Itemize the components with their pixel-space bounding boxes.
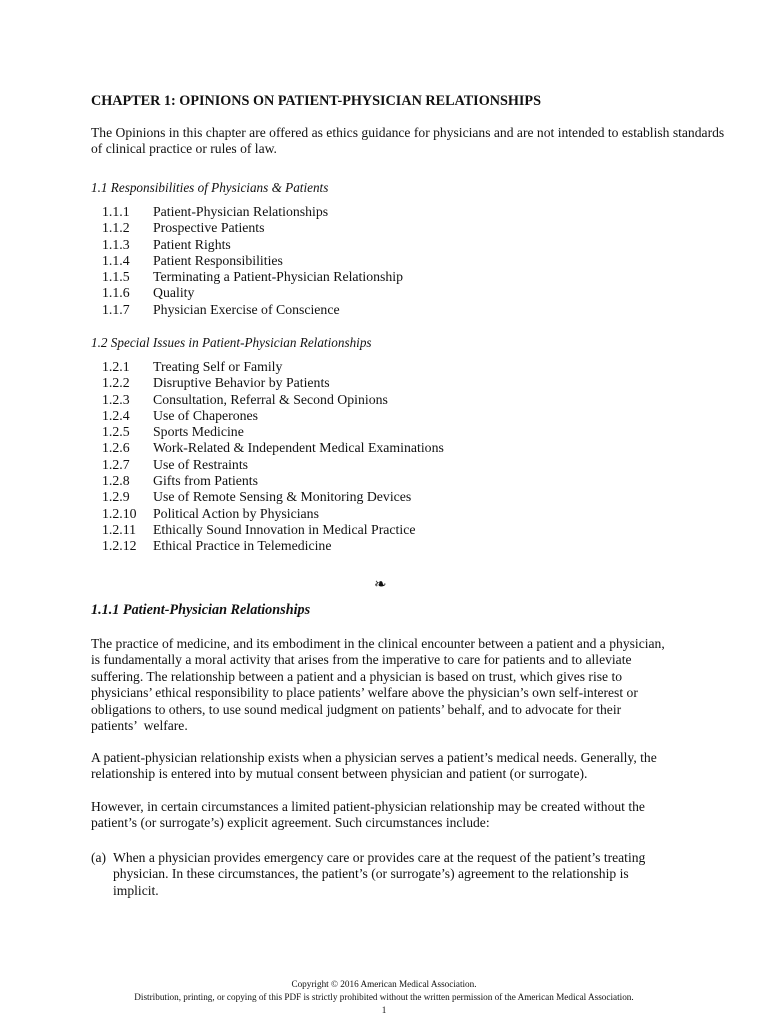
toc-item-number: 1.2.3 bbox=[102, 391, 130, 407]
intro-paragraph bbox=[91, 125, 725, 158]
toc-item[interactable] bbox=[102, 424, 444, 440]
body-line: physicians’ ethical responsibility to place patients’ welfare above the physician’s own self-interest or bbox=[91, 685, 638, 701]
toc-item[interactable] bbox=[102, 204, 403, 220]
body-line: However, in certain circumstances a limited patient-physician relationship may be created without the bbox=[91, 799, 645, 814]
toc-item-number: 1.2.12 bbox=[102, 538, 137, 554]
body-line: patients’ welfare. bbox=[91, 718, 188, 734]
toc-item-title: Patient Responsibilities bbox=[153, 252, 283, 268]
toc-item[interactable] bbox=[102, 473, 444, 489]
body-line: is fundamentally a moral activity that arises from the imperative to care for patients and to alleviate bbox=[91, 652, 632, 668]
toc-item-title: Work-Related & Independent Medical Examinations bbox=[153, 440, 444, 456]
toc-item-title: Political Action by Physicians bbox=[153, 505, 319, 521]
toc-item[interactable] bbox=[102, 302, 403, 318]
toc-item-number: 1.2.2 bbox=[102, 375, 130, 391]
toc-item-title: Terminating a Patient-Physician Relationship bbox=[153, 269, 404, 285]
body-paragraph bbox=[91, 636, 681, 734]
section-heading: 1.1 Responsibilities of Physicians & Patients bbox=[91, 180, 329, 195]
toc-item[interactable] bbox=[102, 375, 444, 391]
toc-item[interactable] bbox=[102, 359, 444, 375]
toc-item[interactable] bbox=[102, 506, 444, 522]
toc-list-section-1-2 bbox=[102, 359, 444, 555]
toc-item-number: 1.2.6 bbox=[102, 440, 130, 456]
toc-item-number: 1.2.1 bbox=[102, 359, 130, 374]
toc-item-title: Use of Remote Sensing & Monitoring Devices bbox=[153, 489, 412, 505]
toc-item-title: Treating Self or Family bbox=[153, 359, 283, 374]
toc-item[interactable] bbox=[102, 440, 444, 456]
toc-item-number: 1.2.8 bbox=[102, 473, 130, 489]
toc-item-title: Use of Restraints bbox=[153, 456, 249, 472]
list-item-line: When a physician provides emergency care or provides care at the request of the patient’s treating bbox=[113, 850, 646, 865]
toc-item[interactable] bbox=[102, 237, 403, 253]
toc-item-number: 1.1.6 bbox=[102, 285, 130, 301]
toc-item-number: 1.2.11 bbox=[102, 521, 136, 537]
toc-item-number: 1.2.10 bbox=[102, 505, 137, 521]
section-heading: 1.2 Special Issues in Patient-Physician Relationships bbox=[91, 335, 372, 350]
list-item-marker: (a) bbox=[91, 850, 107, 865]
body-line: patient’s (or surrogate’s) explicit agreement. Such circumstances include: bbox=[91, 815, 490, 831]
toc-item-title: Ethically Sound Innovation in Medical Practice bbox=[153, 521, 416, 537]
list-item-text bbox=[113, 850, 673, 899]
toc-item-title: Physician Exercise of Conscience bbox=[153, 301, 340, 317]
toc-list-section-1-1 bbox=[102, 204, 403, 318]
toc-item-title: Disruptive Behavior by Patients bbox=[153, 375, 330, 391]
toc-item-number: 1.1.1 bbox=[102, 204, 130, 219]
list-item-line: implicit. bbox=[113, 882, 159, 898]
body-line: relationship is entered into by mutual consent between physician and patient (or surrogate). bbox=[91, 766, 588, 782]
toc-item[interactable] bbox=[102, 220, 403, 236]
body-line: suffering. The relationship between a patient and a physician is based on trust, which gives rise to bbox=[91, 668, 623, 684]
chapter-title: CHAPTER 1: OPINIONS ON PATIENT-PHYSICIAN RELATIONSHIPS bbox=[91, 93, 541, 109]
toc-item-title: Patient Rights bbox=[153, 236, 231, 252]
toc-item-number: 1.2.9 bbox=[102, 489, 130, 505]
toc-item[interactable] bbox=[102, 538, 444, 554]
body-paragraph bbox=[91, 750, 681, 783]
body-line: The practice of medicine, and its embodiment in the clinical encounter between a patient and a physician, bbox=[91, 636, 665, 651]
toc-item[interactable] bbox=[102, 457, 444, 473]
toc-item-title: Gifts from Patients bbox=[153, 473, 258, 489]
toc-item-title: Quality bbox=[153, 285, 195, 301]
toc-item-title: Sports Medicine bbox=[153, 424, 244, 440]
opinion-title: 1.1.1 Patient-Physician Relationships bbox=[91, 602, 311, 618]
toc-item-number: 1.2.5 bbox=[102, 424, 130, 440]
toc-item[interactable] bbox=[102, 489, 444, 505]
toc-item-number: 1.2.7 bbox=[102, 456, 130, 472]
toc-item[interactable] bbox=[102, 253, 403, 269]
toc-item-number: 1.1.7 bbox=[102, 301, 130, 317]
toc-item-number: 1.1.2 bbox=[102, 220, 130, 236]
page-number: 1 bbox=[381, 1005, 387, 1015]
body-line: A patient-physician relationship exists when a physician serves a patient’s medical needs. Generally, the bbox=[91, 750, 657, 765]
intro-line: of clinical practice or rules of law. bbox=[91, 141, 277, 157]
toc-item[interactable] bbox=[102, 269, 403, 285]
toc-item[interactable] bbox=[102, 285, 403, 301]
toc-item-number: 1.1.5 bbox=[102, 269, 130, 285]
toc-item-number: 1.1.3 bbox=[102, 236, 130, 252]
toc-item-title: Prospective Patients bbox=[153, 220, 265, 236]
footer-notice: Distribution, printing, or copying of this PDF is strictly prohibited without the written permission of the American Medical Association. bbox=[134, 992, 634, 1002]
toc-item[interactable] bbox=[102, 392, 444, 408]
toc-item-title: Patient-Physician Relationships bbox=[153, 204, 329, 219]
toc-item-number: 1.1.4 bbox=[102, 252, 130, 268]
toc-item-title: Consultation, Referral & Second Opinions bbox=[153, 391, 388, 407]
toc-item-title: Use of Chaperones bbox=[153, 407, 258, 423]
toc-item-title: Ethical Practice in Telemedicine bbox=[153, 538, 332, 554]
toc-item[interactable] bbox=[102, 522, 444, 538]
body-paragraph bbox=[91, 799, 681, 832]
fleuron-divider-icon: ❧ bbox=[374, 577, 387, 593]
toc-item-number: 1.2.4 bbox=[102, 407, 130, 423]
body-line: obligations to others, to use sound medical judgment on patients’ behalf, and to advocate for their bbox=[91, 701, 622, 717]
toc-item[interactable] bbox=[102, 408, 444, 424]
footer-copyright: Copyright © 2016 American Medical Association. bbox=[291, 979, 477, 989]
list-item-line: physician. In these circumstances, the patient’s (or surrogate’s) agreement to the relationship is bbox=[113, 866, 629, 882]
intro-line: The Opinions in this chapter are offered as ethics guidance for physicians and are not intended to establish standards bbox=[91, 125, 725, 140]
